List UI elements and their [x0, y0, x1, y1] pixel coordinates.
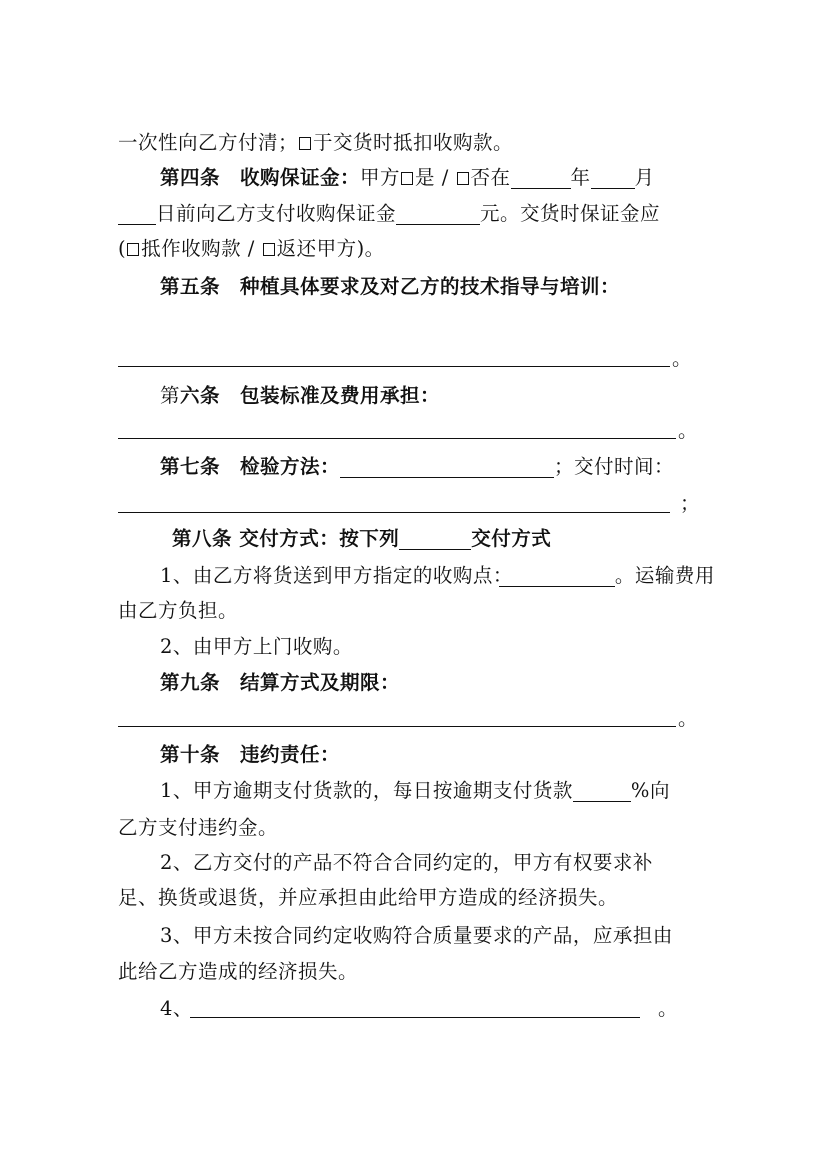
clause9-line1 [160, 668, 760, 698]
clause9-heading: 第九条 [160, 671, 221, 694]
clause6-title: 包装标准及费用承担： [240, 384, 441, 407]
clause6-heading-prefix: 第 [160, 384, 181, 407]
settlement-blank-b[interactable] [378, 726, 676, 727]
clause6-line1 [160, 381, 760, 411]
clause10-item2-line2 [118, 883, 718, 913]
clause10-item1-line2 [118, 813, 718, 843]
clause8-item1-line1 [160, 561, 760, 591]
clause6-blank-b[interactable] [546, 438, 676, 439]
day-blank[interactable] [118, 203, 156, 225]
clause7-line1 [160, 452, 760, 482]
checkbox-no[interactable] [457, 172, 469, 185]
clause4-opt-return: 返还甲方)。 [276, 237, 385, 260]
clause7-delivery-time: 交付时间： [574, 455, 675, 478]
clause3-part1: 一次性向乙方付清； [118, 131, 299, 154]
clause4-paren: ( [118, 237, 127, 260]
clause8-title-line [172, 524, 772, 554]
clause10-item3-line2 [118, 957, 718, 987]
clause10-item2-line1 [160, 848, 760, 878]
checkbox-offset[interactable] [127, 243, 139, 256]
clause4-text1: 甲方 [360, 166, 401, 189]
delivery-time-blank-a[interactable] [118, 512, 232, 513]
clause10-item3-b: 此给乙方造成的经济损失。 [118, 960, 359, 983]
clause10-title: 违约责任： [240, 743, 341, 766]
clause10-item4: 4、 [160, 997, 193, 1020]
item4-blank-b[interactable] [524, 1017, 640, 1018]
clause8-item2: 2、由甲方上门收购。 [160, 635, 353, 658]
clause4-line1 [160, 163, 760, 193]
checkbox-return[interactable] [263, 243, 275, 256]
clause9-end: 。 [678, 707, 698, 730]
clause7-sep: ； [554, 455, 575, 478]
clause10-item1-c: 乙方支付违约金。 [118, 816, 279, 839]
clause8-item1-c: 由乙方负担。 [118, 599, 239, 622]
clause10-item3-a: 3、甲方未按合同约定收购符合质量要求的产品，应承担由 [160, 924, 673, 947]
deposit-blank[interactable] [396, 203, 480, 225]
checkbox-deduct[interactable] [299, 137, 311, 150]
settlement-blank-a[interactable] [118, 726, 378, 727]
clause5-blank[interactable] [118, 366, 670, 367]
clause8-title-a: 第八条 交付方式：按下列 [172, 527, 400, 550]
month-blank[interactable] [591, 167, 635, 189]
clause8-item1-a: 1、由乙方将货送到甲方指定的收购点： [160, 564, 513, 587]
clause4-opt-deduct: 抵作收购款 / [141, 237, 262, 260]
clause4-heading: 第四条 [160, 166, 221, 189]
clause3-part2: 于交货时抵扣收购款。 [313, 131, 514, 154]
penalty-rate-blank[interactable] [573, 780, 631, 802]
checkbox-yes[interactable] [401, 172, 413, 185]
clause10-item1-b: %向 [630, 779, 670, 802]
clause6-end: 。 [678, 419, 698, 442]
clause4-text2: 日前向乙方支付收购保证金 [156, 202, 397, 225]
clause10-item1-a: 1、甲方逾期支付货款的，每日按逾期支付货款 [160, 779, 573, 802]
clause4-line2 [118, 199, 718, 229]
clause4-line3 [118, 234, 718, 264]
delivery-time-blank-b[interactable] [232, 512, 670, 513]
clause4-year: 年 [570, 166, 591, 189]
delivery-method-blank[interactable] [399, 528, 471, 550]
clause3-tail-line [118, 128, 718, 158]
clause10-item2-b: 足、换货或退货，并应承担由此给甲方造成的经济损失。 [118, 886, 619, 909]
clause8-item1-b: 。运输费用 [614, 564, 715, 587]
clause10-heading: 第十条 [160, 743, 221, 766]
clause6-blank-a[interactable] [118, 438, 546, 439]
collection-point-blank[interactable] [499, 565, 615, 587]
clause5-line1 [160, 272, 760, 302]
clause5-end: 。 [672, 347, 692, 370]
item4-blank-a[interactable] [190, 1017, 524, 1018]
clause5-title: 种植具体要求及对乙方的技术指导与培训： [240, 275, 621, 298]
clause9-title: 结算方式及期限： [240, 671, 401, 694]
clause4-title: 收购保证金： [240, 166, 361, 189]
year-blank[interactable] [511, 167, 571, 189]
inspection-blank[interactable] [340, 456, 554, 478]
clause8-item1-line2 [118, 596, 718, 626]
clause7-heading: 第七条 [160, 455, 221, 478]
clause4-opt-yes: 是 / [415, 166, 456, 189]
clause8-title-b: 交付方式 [471, 527, 552, 550]
clause8-item2-line [160, 632, 760, 662]
clause10-line1 [160, 740, 760, 770]
clause10-item4-end: 。 [658, 997, 678, 1020]
clause5-heading: 第五条 [160, 275, 221, 298]
clause7-title: 检验方法： [240, 455, 341, 478]
clause4-text3: 元。交货时保证金应 [480, 202, 661, 225]
clause7-end: ； [680, 492, 700, 515]
clause10-item3-line1 [160, 921, 760, 951]
clause6-heading: 六条 [180, 384, 221, 407]
clause4-month: 月 [634, 166, 655, 189]
clause4-opt-no: 否在 [470, 166, 511, 189]
clause10-item1-line1 [160, 776, 760, 806]
clause10-item2-a: 2、乙方交付的产品不符合合同约定的，甲方有权要求补 [160, 851, 653, 874]
